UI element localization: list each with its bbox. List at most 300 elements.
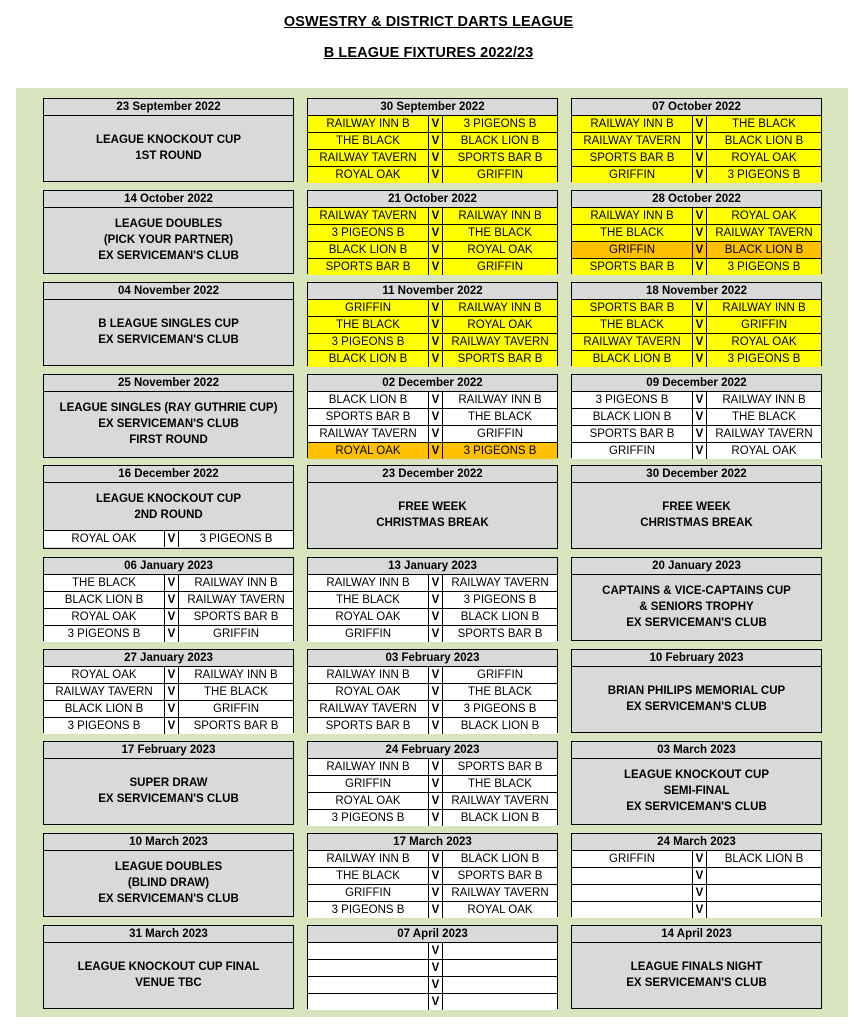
- fixture-week-box: [571, 925, 822, 1009]
- week-date: 27 January 2023: [44, 650, 293, 667]
- away-team: BLACK LION B: [460, 812, 540, 824]
- home-team: 3 PIGEONS B: [331, 336, 405, 348]
- versus-label: V: [428, 960, 443, 976]
- fixture-row: [308, 224, 557, 241]
- versus-label: V: [428, 793, 443, 809]
- event-description: LEAGUE FINALS NIGHT EX SERVICEMAN'S CLUB: [626, 961, 767, 989]
- fixture-row: [572, 333, 821, 350]
- week-date: 11 November 2022: [308, 283, 557, 300]
- versus-label: V: [428, 300, 443, 316]
- fixture-row: [572, 149, 821, 166]
- fixture-row: [572, 241, 821, 258]
- fixture-row: [572, 224, 821, 241]
- versus-label: V: [692, 317, 707, 333]
- fixture-week-box: [307, 741, 558, 825]
- versus-label: V: [428, 626, 443, 642]
- fixture-week-box: [43, 374, 294, 458]
- week-date: 20 January 2023: [572, 558, 821, 575]
- away-team: BLACK LION B: [724, 853, 804, 865]
- home-team: GRIFFIN: [609, 169, 655, 181]
- event-description: LEAGUE DOUBLES (BLIND DRAW) EX SERVICEMAN'S CLUB: [98, 861, 239, 905]
- fixture-week-box: [43, 649, 294, 733]
- away-team: 3 PIGEONS B: [463, 445, 537, 457]
- versus-label: V: [428, 592, 443, 608]
- home-team: RAILWAY TAVERN: [319, 210, 417, 222]
- versus-label: V: [692, 902, 707, 918]
- fixture-row: [572, 408, 821, 425]
- away-team: [443, 977, 557, 993]
- week-date: 03 February 2023: [308, 650, 557, 667]
- fixture-week-box: [307, 465, 558, 549]
- week-date: 03 March 2023: [572, 742, 821, 759]
- week-date: 14 April 2023: [572, 926, 821, 943]
- away-team: [707, 902, 821, 918]
- event-description: LEAGUE KNOCKOUT CUP 2ND ROUND: [95, 492, 242, 521]
- fixture-row: [308, 884, 557, 901]
- fixture-row: [572, 425, 821, 442]
- away-team: RAILWAY TAVERN: [451, 577, 549, 589]
- away-team: BLACK LION B: [460, 135, 540, 147]
- fixture-week-box: [571, 557, 822, 641]
- away-team: [707, 868, 821, 884]
- fixture-row: [308, 425, 557, 442]
- away-team: 3 PIGEONS B: [727, 169, 801, 181]
- fixture-week-box: [571, 833, 822, 917]
- fixtures-subtitle: B LEAGUE FIXTURES 2022/23: [323, 45, 534, 61]
- away-team: SPORTS BAR B: [457, 628, 543, 640]
- away-team: ROYAL OAK: [731, 336, 797, 348]
- fixture-week-box: [571, 190, 822, 274]
- home-team: 3 PIGEONS B: [331, 812, 405, 824]
- home-team: SPORTS BAR B: [589, 152, 675, 164]
- fixture-row: [44, 683, 293, 700]
- away-team: THE BLACK: [468, 411, 532, 423]
- away-team: THE BLACK: [468, 227, 532, 239]
- home-team: BLACK LION B: [64, 594, 144, 606]
- fixture-row: [308, 316, 557, 333]
- home-team: RAILWAY INN B: [326, 761, 410, 773]
- week-date: 24 February 2023: [308, 742, 557, 759]
- away-team: [707, 885, 821, 901]
- home-team: GRIFFIN: [345, 302, 391, 314]
- fixture-row: [308, 759, 557, 775]
- versus-label: V: [428, 667, 443, 683]
- home-team: SPORTS BAR B: [325, 411, 411, 423]
- week-date: 31 March 2023: [44, 926, 293, 943]
- fixture-row: [308, 333, 557, 350]
- home-team: 3 PIGEONS B: [331, 227, 405, 239]
- home-team: [308, 960, 428, 976]
- away-team: ROYAL OAK: [731, 152, 797, 164]
- versus-label: V: [428, 609, 443, 625]
- versus-label: V: [164, 718, 179, 734]
- fixture-row: [44, 608, 293, 625]
- fixture-row: [308, 683, 557, 700]
- away-team: 3 PIGEONS B: [463, 594, 537, 606]
- versus-label: V: [692, 868, 707, 884]
- versus-label: V: [428, 443, 443, 459]
- away-team: RAILWAY INN B: [194, 577, 278, 589]
- home-team: 3 PIGEONS B: [67, 720, 141, 732]
- fixture-row: [308, 993, 557, 1010]
- versus-label: V: [692, 443, 707, 459]
- home-team: RAILWAY INN B: [590, 118, 674, 130]
- away-team: 3 PIGEONS B: [463, 703, 537, 715]
- home-team: RAILWAY TAVERN: [583, 135, 681, 147]
- fixture-row: [572, 300, 821, 316]
- away-team: 3 PIGEONS B: [199, 533, 273, 545]
- event-description: FREE WEEK CHRISTMAS BREAK: [376, 501, 489, 529]
- fixture-row: [308, 575, 557, 591]
- away-team: ROYAL OAK: [731, 445, 797, 457]
- versus-label: V: [428, 242, 443, 258]
- fixture-row: [572, 258, 821, 275]
- versus-label: V: [428, 334, 443, 350]
- fixture-row: [572, 316, 821, 333]
- home-team: THE BLACK: [336, 594, 400, 606]
- away-team: THE BLACK: [204, 686, 268, 698]
- home-team: RAILWAY TAVERN: [319, 703, 417, 715]
- versus-label: V: [692, 116, 707, 132]
- week-date: 17 March 2023: [308, 834, 557, 851]
- fixture-row: [308, 258, 557, 275]
- versus-label: V: [428, 977, 443, 993]
- home-team: ROYAL OAK: [71, 611, 137, 623]
- fixture-row: [308, 350, 557, 367]
- fixture-week-box: [571, 98, 822, 182]
- away-team: SPORTS BAR B: [457, 152, 543, 164]
- event-description: SUPER DRAW EX SERVICEMAN'S CLUB: [98, 777, 239, 805]
- versus-label: V: [428, 684, 443, 700]
- versus-label: V: [428, 426, 443, 442]
- away-team: SPORTS BAR B: [457, 870, 543, 882]
- away-team: [443, 943, 557, 959]
- versus-label: V: [692, 300, 707, 316]
- away-team: RAILWAY INN B: [458, 394, 542, 406]
- versus-label: V: [428, 701, 443, 717]
- versus-label: V: [428, 116, 443, 132]
- fixture-row: [308, 959, 557, 976]
- versus-label: V: [428, 776, 443, 792]
- fixture-row: [572, 442, 821, 459]
- away-team: RAILWAY TAVERN: [715, 227, 813, 239]
- away-team: RAILWAY TAVERN: [451, 795, 549, 807]
- home-team: ROYAL OAK: [335, 686, 401, 698]
- fixture-row: [308, 851, 557, 867]
- fixtures-board: [16, 88, 848, 1017]
- home-team: GRIFFIN: [609, 853, 655, 865]
- event-description: LEAGUE KNOCKOUT CUP 1ST ROUND: [95, 134, 242, 162]
- away-team: RAILWAY INN B: [722, 394, 806, 406]
- away-team: BLACK LION B: [460, 720, 540, 732]
- week-date: 18 November 2022: [572, 283, 821, 300]
- event-description: LEAGUE KNOCKOUT CUP FINAL VENUE TBC: [77, 961, 260, 989]
- fixture-row: [308, 792, 557, 809]
- home-team: [572, 902, 692, 918]
- home-team: SPORTS BAR B: [589, 261, 675, 273]
- versus-label: V: [692, 133, 707, 149]
- fixture-row: [308, 809, 557, 826]
- versus-label: V: [428, 208, 443, 224]
- fixture-row: [308, 625, 557, 642]
- fixture-week-box: [43, 741, 294, 825]
- fixture-row: [308, 901, 557, 918]
- fixture-week-box: [43, 557, 294, 641]
- fixture-row: [44, 717, 293, 734]
- home-team: SPORTS BAR B: [589, 428, 675, 440]
- home-team: RAILWAY TAVERN: [583, 336, 681, 348]
- away-team: THE BLACK: [468, 686, 532, 698]
- away-team: BLACK LION B: [460, 853, 540, 865]
- fixture-week-box: [307, 925, 558, 1009]
- fixture-week-box: [43, 282, 294, 366]
- away-team: GRIFFIN: [213, 703, 259, 715]
- home-team: ROYAL OAK: [335, 169, 401, 181]
- fixture-row: [572, 884, 821, 901]
- week-date: 28 October 2022: [572, 191, 821, 208]
- away-team: RAILWAY TAVERN: [715, 428, 813, 440]
- week-date: 25 November 2022: [44, 375, 293, 392]
- fixture-week-box: [43, 98, 294, 182]
- versus-label: V: [428, 759, 443, 775]
- fixture-row: [44, 625, 293, 642]
- home-team: [308, 943, 428, 959]
- fixture-week-box: [307, 649, 558, 733]
- home-team: THE BLACK: [72, 577, 136, 589]
- away-team: RAILWAY TAVERN: [451, 887, 549, 899]
- home-team: BLACK LION B: [64, 703, 144, 715]
- away-team: RAILWAY TAVERN: [187, 594, 285, 606]
- fixture-week-box: [307, 374, 558, 458]
- fixture-row: [572, 901, 821, 918]
- home-team: RAILWAY INN B: [326, 118, 410, 130]
- home-team: BLACK LION B: [328, 353, 408, 365]
- home-team: BLACK LION B: [592, 411, 672, 423]
- fixture-row: [44, 591, 293, 608]
- versus-label: V: [428, 994, 443, 1010]
- versus-label: V: [428, 810, 443, 826]
- versus-label: V: [428, 351, 443, 367]
- fixture-row: [44, 700, 293, 717]
- home-team: [572, 885, 692, 901]
- fixture-row: [308, 667, 557, 683]
- event-description: CAPTAINS & VICE-CAPTAINS CUP & SENIORS TROPHY EX SERVICEMAN'S CLUB: [602, 585, 791, 629]
- home-team: ROYAL OAK: [71, 533, 137, 545]
- home-team: GRIFFIN: [345, 887, 391, 899]
- fixture-row: [308, 717, 557, 734]
- versus-label: V: [428, 575, 443, 591]
- versus-label: V: [692, 242, 707, 258]
- fixture-row: [572, 132, 821, 149]
- away-team: [443, 994, 557, 1010]
- fixture-week-box: [43, 465, 294, 549]
- fixture-row: [308, 241, 557, 258]
- versus-label: V: [428, 851, 443, 867]
- away-team: RAILWAY TAVERN: [451, 336, 549, 348]
- fixture-row: [572, 116, 821, 132]
- away-team: RAILWAY INN B: [194, 669, 278, 681]
- home-team: ROYAL OAK: [335, 795, 401, 807]
- versus-label: V: [164, 609, 179, 625]
- fixture-row: [308, 867, 557, 884]
- fixture-row: [44, 530, 293, 547]
- fixture-row: [308, 775, 557, 792]
- away-team: GRIFFIN: [741, 319, 787, 331]
- home-team: 3 PIGEONS B: [331, 904, 405, 916]
- week-date: 02 December 2022: [308, 375, 557, 392]
- away-team: RAILWAY INN B: [458, 210, 542, 222]
- home-team: RAILWAY INN B: [590, 210, 674, 222]
- away-team: 3 PIGEONS B: [727, 353, 801, 365]
- home-team: RAILWAY INN B: [326, 577, 410, 589]
- versus-label: V: [428, 885, 443, 901]
- fixture-row: [572, 851, 821, 867]
- versus-label: V: [692, 259, 707, 275]
- fixture-week-box: [571, 465, 822, 549]
- home-team: ROYAL OAK: [71, 669, 137, 681]
- event-description: BRIAN PHILIPS MEMORIAL CUP EX SERVICEMAN'S CLUB: [607, 685, 786, 713]
- away-team: ROYAL OAK: [467, 244, 533, 256]
- home-team: GRIFFIN: [609, 445, 655, 457]
- week-date: 17 February 2023: [44, 742, 293, 759]
- fixture-week-box: [571, 282, 822, 366]
- versus-label: V: [428, 868, 443, 884]
- fixture-row: [572, 208, 821, 224]
- versus-label: V: [164, 684, 179, 700]
- home-team: 3 PIGEONS B: [595, 394, 669, 406]
- home-team: 3 PIGEONS B: [67, 628, 141, 640]
- away-team: SPORTS BAR B: [193, 611, 279, 623]
- away-team: 3 PIGEONS B: [727, 261, 801, 273]
- away-team: [443, 960, 557, 976]
- event-description: B LEAGUE SINGLES CUP EX SERVICEMAN'S CLUB: [98, 318, 239, 346]
- versus-label: V: [692, 426, 707, 442]
- versus-label: V: [692, 409, 707, 425]
- away-team: 3 PIGEONS B: [463, 118, 537, 130]
- fixture-row: [308, 591, 557, 608]
- away-team: BLACK LION B: [724, 135, 804, 147]
- away-team: GRIFFIN: [477, 169, 523, 181]
- home-team: [572, 868, 692, 884]
- versus-label: V: [164, 667, 179, 683]
- versus-label: V: [428, 718, 443, 734]
- away-team: RAILWAY INN B: [458, 302, 542, 314]
- versus-label: V: [692, 351, 707, 367]
- home-team: RAILWAY INN B: [326, 853, 410, 865]
- fixture-row: [308, 408, 557, 425]
- home-team: RAILWAY TAVERN: [55, 686, 153, 698]
- versus-label: V: [428, 392, 443, 408]
- away-team: RAILWAY INN B: [722, 302, 806, 314]
- week-date: 14 October 2022: [44, 191, 293, 208]
- versus-label: V: [692, 851, 707, 867]
- versus-label: V: [692, 392, 707, 408]
- fixture-row: [572, 392, 821, 408]
- week-date: 30 September 2022: [308, 99, 557, 116]
- fixture-row: [308, 132, 557, 149]
- away-team: BLACK LION B: [460, 611, 540, 623]
- league-title: OSWESTRY & DISTRICT DARTS LEAGUE: [283, 14, 574, 30]
- fixture-row: [44, 667, 293, 683]
- away-team: ROYAL OAK: [467, 904, 533, 916]
- week-date: 04 November 2022: [44, 283, 293, 300]
- home-team: RAILWAY TAVERN: [319, 428, 417, 440]
- versus-label: V: [692, 208, 707, 224]
- home-team: GRIFFIN: [609, 244, 655, 256]
- away-team: BLACK LION B: [724, 244, 804, 256]
- home-team: BLACK LION B: [328, 394, 408, 406]
- away-team: ROYAL OAK: [731, 210, 797, 222]
- fixture-row: [44, 575, 293, 591]
- fixture-row: [308, 700, 557, 717]
- home-team: SPORTS BAR B: [325, 720, 411, 732]
- fixture-week-box: [307, 282, 558, 366]
- home-team: GRIFFIN: [345, 778, 391, 790]
- versus-label: V: [164, 701, 179, 717]
- week-date: 07 October 2022: [572, 99, 821, 116]
- fixture-week-box: [571, 649, 822, 733]
- week-date: 09 December 2022: [572, 375, 821, 392]
- fixture-week-box: [43, 833, 294, 917]
- fixture-row: [308, 392, 557, 408]
- versus-label: V: [164, 575, 179, 591]
- fixture-row: [572, 867, 821, 884]
- away-team: SPORTS BAR B: [457, 761, 543, 773]
- versus-label: V: [428, 133, 443, 149]
- week-date: 23 September 2022: [44, 99, 293, 116]
- away-team: THE BLACK: [468, 778, 532, 790]
- away-team: THE BLACK: [732, 118, 796, 130]
- week-date: 23 December 2022: [308, 466, 557, 483]
- fixture-week-box: [307, 98, 558, 182]
- versus-label: V: [428, 409, 443, 425]
- fixture-row: [308, 166, 557, 183]
- home-team: THE BLACK: [600, 319, 664, 331]
- versus-label: V: [692, 167, 707, 183]
- home-team: ROYAL OAK: [335, 611, 401, 623]
- versus-label: V: [692, 225, 707, 241]
- fixture-row: [308, 208, 557, 224]
- home-team: THE BLACK: [336, 135, 400, 147]
- week-date: 07 April 2023: [308, 926, 557, 943]
- home-team: THE BLACK: [600, 227, 664, 239]
- week-date: 24 March 2023: [572, 834, 821, 851]
- home-team: BLACK LION B: [592, 353, 672, 365]
- fixture-week-box: [307, 833, 558, 917]
- home-team: THE BLACK: [336, 319, 400, 331]
- week-date: 21 October 2022: [308, 191, 557, 208]
- event-description: LEAGUE DOUBLES (PICK YOUR PARTNER) EX SERVICEMAN'S CLUB: [98, 218, 239, 262]
- home-team: [308, 977, 428, 993]
- week-date: 16 December 2022: [44, 466, 293, 483]
- versus-label: V: [164, 592, 179, 608]
- versus-label: V: [428, 317, 443, 333]
- home-team: BLACK LION B: [328, 244, 408, 256]
- home-team: [308, 994, 428, 1010]
- week-date: 13 January 2023: [308, 558, 557, 575]
- versus-label: V: [428, 259, 443, 275]
- week-date: 10 February 2023: [572, 650, 821, 667]
- away-team: ROYAL OAK: [467, 319, 533, 331]
- home-team: GRIFFIN: [345, 628, 391, 640]
- versus-label: V: [428, 225, 443, 241]
- away-team: THE BLACK: [732, 411, 796, 423]
- week-date: 30 December 2022: [572, 466, 821, 483]
- fixture-week-box: [43, 925, 294, 1009]
- event-description: LEAGUE KNOCKOUT CUP SEMI-FINAL EX SERVICEMAN'S CLUB: [623, 769, 770, 813]
- fixture-week-box: [43, 190, 294, 274]
- week-date: 10 March 2023: [44, 834, 293, 851]
